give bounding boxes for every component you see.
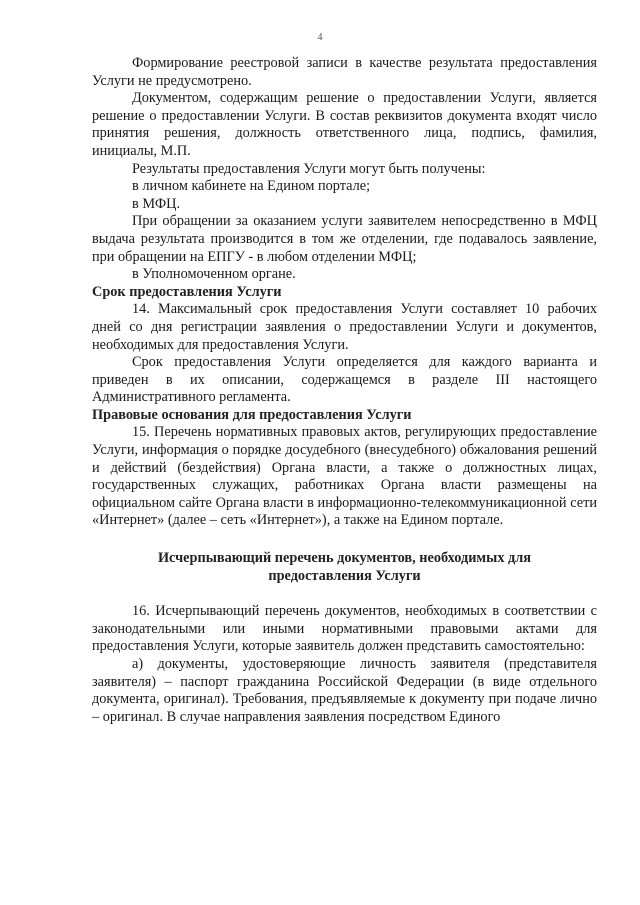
paragraph: 16. Исчерпывающий перечень документов, необходимых в соответствии с законодательными или иными нормативными правовыми актами для предоставления Услуги, которые заявитель должен представить самостоятельно:: [92, 603, 597, 655]
paragraph: Срок предоставления Услуги определяется для каждого варианта и приведен в их описании, содержащемся в разделе III настоящего Административного регламента.: [92, 354, 597, 406]
heading-line: Исчерпывающий перечень документов, необходимых для: [157, 550, 532, 567]
paragraph: в Уполномоченном органе.: [132, 266, 296, 283]
section-heading-documents: [92, 550, 597, 585]
paragraph: 15. Перечень нормативных правовых актов, регулирующих предоставление Услуги, информация о порядке досудебного (внесудебного) обжалования решений и действий (бездействия) Органа власти, а также о должностных лицах, государственных служащих, работниках Органа власти размещены на официальном сайте Органа власти в информационно-телекоммуникационной сети «Интернет» (далее – сеть «Интернет»), а также на Едином портале.: [92, 424, 597, 529]
heading-line: предоставления Услуги: [268, 567, 421, 584]
paragraph: в личном кабинете на Едином портале;: [132, 178, 371, 195]
paragraph: Документом, содержащим решение о предоставлении Услуги, является решение о предоставлении Услуги. В состав реквизитов документа входят число принятия решения, должность ответственного лица, подпись, фамилия, инициалы, М.П.: [92, 90, 597, 159]
paragraph: Результаты предоставления Услуги могут быть получены:: [132, 160, 486, 177]
section-heading-legal-basis: Правовые основания для предоставления Услуги: [92, 406, 412, 423]
paragraph: При обращении за оказанием услуги заявителем непосредственно в МФЦ выдача результата производится в том же отделении, где подавалось заявление, при обращении на ЕПГУ - в любом отделении МФЦ;: [92, 213, 597, 265]
page-number: 4: [317, 32, 323, 43]
document-body: [92, 55, 597, 726]
paragraph: 14. Максимальный срок предоставления Услуги составляет 10 рабочих дней со дня регистрации заявления о предоставлении Услуги и документов, необходимых для предоставления Услуги.: [92, 301, 597, 353]
paragraph: Формирование реестровой записи в качестве результата предоставления Услуги не предусмотрено.: [92, 55, 597, 89]
section-heading-term: Срок предоставления Услуги: [92, 283, 282, 300]
paragraph: а) документы, удостоверяющие личность заявителя (представителя заявителя) – паспорт гражданина Российской Федерации (в виде отдельного документа, оригинал). Требования, предъявляемые к документу при подаче лично – оригинал. В случае направления заявления посредством Единого: [92, 656, 597, 725]
paragraph: в МФЦ.: [132, 195, 181, 212]
